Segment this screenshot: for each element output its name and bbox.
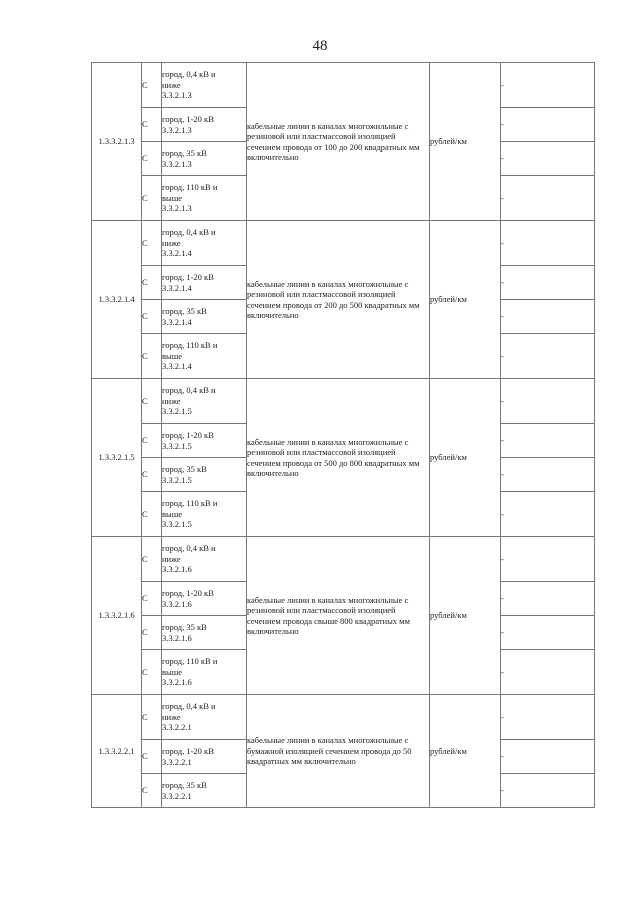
rate-value: - <box>501 695 595 740</box>
voltage-level-text: город, 1-20 кВ 3.3.2.1.6 <box>162 588 214 609</box>
voltage-level-text: город, 0,4 кВ и ниже 3.3.2.1.6 <box>162 543 216 575</box>
type-letter: С <box>142 740 162 774</box>
item-code: 1.3.3.2.1.6 <box>92 537 142 695</box>
type-letter: С <box>142 334 162 379</box>
rate-value: - <box>501 424 595 458</box>
unit-of-measure: рублей/км <box>430 379 501 537</box>
unit-of-measure: рублей/км <box>430 537 501 695</box>
voltage-level-text: город, 1-20 кВ 3.3.2.1.5 <box>162 430 214 451</box>
rate-value: - <box>501 740 595 774</box>
type-letter: С <box>142 650 162 695</box>
type-letter: С <box>142 300 162 334</box>
voltage-level <box>162 334 247 379</box>
item-code: 1.3.3.2.2.1 <box>92 695 142 808</box>
unit-of-measure: рублей/км <box>430 63 501 221</box>
voltage-level-text: город, 1-20 кВ 3.3.2.1.4 <box>162 272 214 293</box>
voltage-level-text: город, 110 кВ и выше 3.3.2.1.3 <box>162 182 218 214</box>
type-letter: С <box>142 424 162 458</box>
voltage-level-text: город, 35 кВ 3.3.2.1.4 <box>162 306 207 327</box>
rate-value: - <box>501 616 595 650</box>
rate-value: - <box>501 458 595 492</box>
rate-value: - <box>501 300 595 334</box>
voltage-level <box>162 458 247 492</box>
table-row <box>92 63 595 108</box>
voltage-level <box>162 537 247 582</box>
rate-value: - <box>501 63 595 108</box>
rate-value: - <box>501 108 595 142</box>
rate-value: - <box>501 650 595 695</box>
voltage-level <box>162 695 247 740</box>
voltage-level-text: город, 0,4 кВ и ниже 3.3.2.2.1 <box>162 701 216 733</box>
type-letter: С <box>142 695 162 740</box>
rate-value: - <box>501 334 595 379</box>
voltage-level-text: город, 0,4 кВ и ниже 3.3.2.1.5 <box>162 385 216 417</box>
rate-value: - <box>501 774 595 808</box>
voltage-level <box>162 492 247 537</box>
voltage-level <box>162 300 247 334</box>
table-row <box>92 537 595 582</box>
table-row <box>92 695 595 740</box>
voltage-level <box>162 176 247 221</box>
voltage-level-text: город, 35 кВ 3.3.2.1.5 <box>162 464 207 485</box>
voltage-level <box>162 266 247 300</box>
voltage-level <box>162 582 247 616</box>
rate-value: - <box>501 176 595 221</box>
rate-value: - <box>501 537 595 582</box>
rate-value: - <box>501 266 595 300</box>
line-description: кабельные линии в каналах многожильные с резиновой или пластмассовой изоляцией сечением провода свыше 800 квадратных мм включительно <box>247 537 430 695</box>
type-letter: С <box>142 492 162 537</box>
line-description: кабельные линии в каналах многожильные с бумажной изоляцией сечением провода до 50 квадратных мм включительно <box>247 695 430 808</box>
voltage-level-text: город, 1-20 кВ 3.3.2.2.1 <box>162 746 214 767</box>
voltage-level-text: город, 35 кВ 3.3.2.1.3 <box>162 148 207 169</box>
type-letter: С <box>142 266 162 300</box>
voltage-level <box>162 616 247 650</box>
type-letter: С <box>142 616 162 650</box>
type-letter: С <box>142 379 162 424</box>
type-letter: С <box>142 458 162 492</box>
type-letter: С <box>142 142 162 176</box>
voltage-level-text: город, 110 кВ и выше 3.3.2.1.5 <box>162 498 218 530</box>
line-description: кабельные линии в каналах многожильные с резиновой или пластмассовой изоляцией сечением провода от 500 до 800 квадратных мм включительно <box>247 379 430 537</box>
line-description: кабельные линии в каналах многожильные с резиновой или пластмассовой изоляцией сечением провода от 100 до 200 квадратных мм включительно <box>247 63 430 221</box>
rate-value: - <box>501 582 595 616</box>
type-letter: С <box>142 582 162 616</box>
line-description: кабельные линии в каналах многожильные с резиновой или пластмассовой изоляцией сечением провода от 200 до 500 квадратных мм включительно <box>247 221 430 379</box>
voltage-level <box>162 108 247 142</box>
voltage-level <box>162 63 247 108</box>
voltage-level <box>162 221 247 266</box>
item-code: 1.3.3.2.1.3 <box>92 63 142 221</box>
voltage-level <box>162 774 247 808</box>
voltage-level-text: город, 110 кВ и выше 3.3.2.1.4 <box>162 340 218 372</box>
table-row <box>92 379 595 424</box>
rate-value: - <box>501 142 595 176</box>
page-number: 48 <box>312 38 328 54</box>
voltage-level-text: город, 0,4 кВ и ниже 3.3.2.1.3 <box>162 69 216 101</box>
voltage-level-text: город, 110 кВ и выше 3.3.2.1.6 <box>162 656 218 688</box>
voltage-level <box>162 740 247 774</box>
type-letter: С <box>142 221 162 266</box>
voltage-level-text: город, 35 кВ 3.3.2.2.1 <box>162 780 207 801</box>
type-letter: С <box>142 176 162 221</box>
tariff-table <box>91 62 595 808</box>
type-letter: С <box>142 63 162 108</box>
voltage-level-text: город, 0,4 кВ и ниже 3.3.2.1.4 <box>162 227 216 259</box>
rate-value: - <box>501 492 595 537</box>
voltage-level <box>162 424 247 458</box>
tariff-table-body <box>92 63 595 808</box>
type-letter: С <box>142 108 162 142</box>
voltage-level-text: город, 35 кВ 3.3.2.1.6 <box>162 622 207 643</box>
voltage-level <box>162 379 247 424</box>
unit-of-measure: рублей/км <box>430 221 501 379</box>
item-code: 1.3.3.2.1.4 <box>92 221 142 379</box>
rate-value: - <box>501 221 595 266</box>
rate-value: - <box>501 379 595 424</box>
item-code: 1.3.3.2.1.5 <box>92 379 142 537</box>
voltage-level <box>162 142 247 176</box>
voltage-level-text: город, 1-20 кВ 3.3.2.1.3 <box>162 114 214 135</box>
unit-of-measure: рублей/км <box>430 695 501 808</box>
table-row <box>92 221 595 266</box>
voltage-level <box>162 650 247 695</box>
type-letter: С <box>142 537 162 582</box>
type-letter: С <box>142 774 162 808</box>
